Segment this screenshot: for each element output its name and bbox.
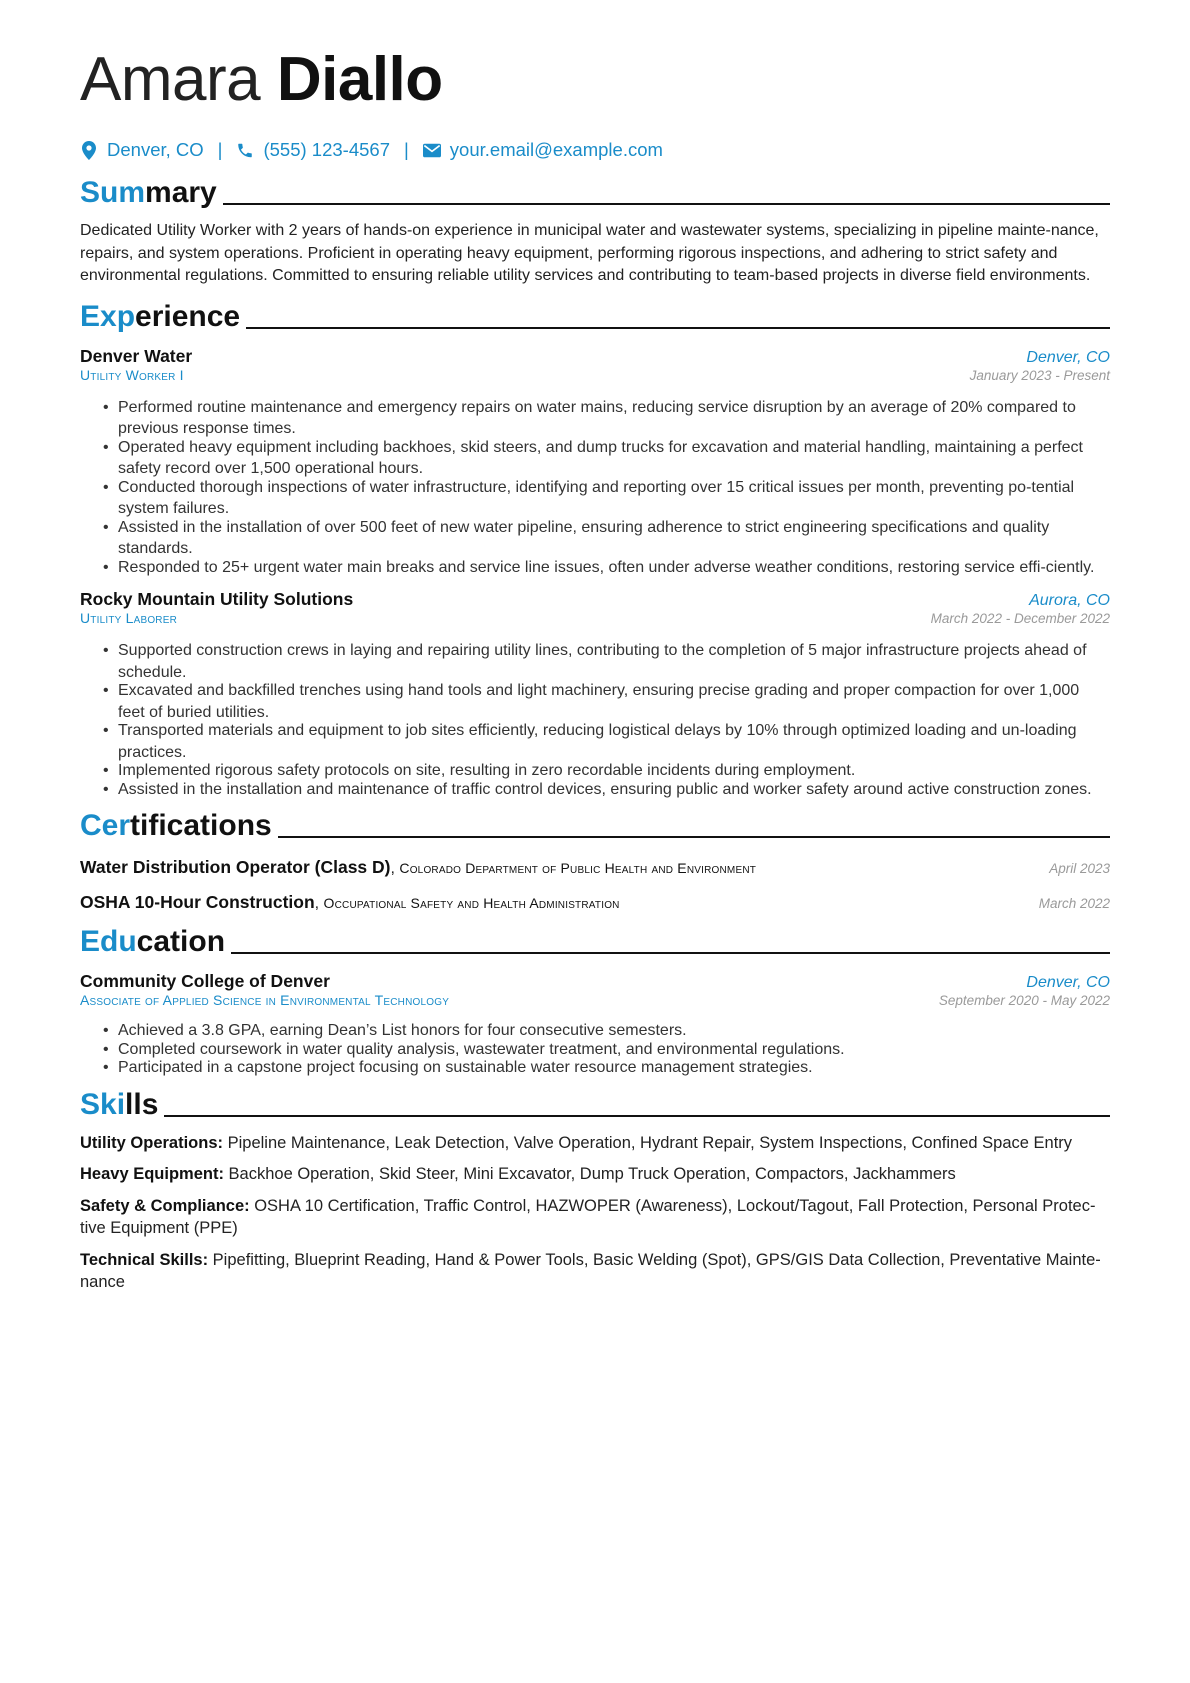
skill-label: Utility Operations: bbox=[80, 1133, 224, 1152]
contact-phone[interactable] bbox=[236, 139, 390, 161]
skill-values: Pipeline Maintenance, Leak Detection, Valve Operation, Hydrant Repair, System Inspections, Confined Space Entry bbox=[227, 1133, 1073, 1152]
skills-title-accent: Ski bbox=[80, 1087, 126, 1121]
certification-name: Water Distribution Operator (Class D) bbox=[80, 857, 391, 877]
section-rule bbox=[223, 203, 1110, 205]
first-name: Amara bbox=[80, 45, 261, 114]
employer-name: Denver Water bbox=[80, 345, 193, 366]
skill-group bbox=[80, 1195, 1110, 1240]
skill-group bbox=[80, 1163, 1110, 1186]
skill-label: Heavy Equipment: bbox=[80, 1165, 224, 1183]
job-title: Utility Laborer bbox=[80, 610, 178, 626]
section-rule bbox=[246, 327, 1110, 329]
email-link[interactable]: your.email@example.com bbox=[449, 139, 663, 160]
education-dates: September 2020 - May 2022 bbox=[938, 993, 1110, 1008]
certifications-title: tifications bbox=[130, 809, 272, 842]
phone-text[interactable]: (555) 123-4567 bbox=[263, 139, 390, 160]
experience-entry bbox=[80, 589, 1110, 800]
job-dates: March 2022 - December 2022 bbox=[930, 611, 1110, 626]
skill-values: OSHA 10 Certification, Traffic Control, HAZWOPER (Awareness), Lockout/Tagout, Fall Protection, Personal Protec-tive Equipment (PPE) bbox=[80, 1196, 1096, 1237]
skill-group bbox=[80, 1249, 1110, 1294]
contact-email[interactable] bbox=[423, 139, 663, 161]
degree-title: Associate of Applied Science in Environmental Technology bbox=[80, 992, 450, 1008]
experience-title: erience bbox=[135, 299, 241, 333]
certifications-title-accent: Cer bbox=[80, 809, 131, 842]
contact-location bbox=[80, 139, 204, 161]
job-bullets bbox=[80, 397, 1110, 579]
contact-line bbox=[80, 138, 1110, 162]
list-item: • Participated in a capstone project focusing on sustainable water resource management strategies. bbox=[118, 1057, 1110, 1079]
summary-text: Dedicated Utility Worker with 2 years of hands-on experience in municipal water and wastewater systems, specializing in pipeline mainte-nance, repairs, and system operations. Proficient in operating heavy equipment, performing rigorous inspections, and adhering to strict safety and environmental regulations. Committed to ensuring reliable utility services and contributing to team-based projects in diverse field environments. bbox=[80, 222, 1099, 284]
school-name: Community College of Denver bbox=[80, 971, 330, 991]
job-title: Utility Worker I bbox=[80, 366, 184, 383]
education-title-accent: Edu bbox=[80, 925, 137, 958]
section-rule bbox=[231, 952, 1110, 954]
list-item: • Implemented rigorous safety protocols on site, resulting in zero recordable incidents during employment. bbox=[118, 760, 1110, 782]
skill-label: Safety & Compliance: bbox=[80, 1196, 250, 1215]
job-location: Denver, CO bbox=[1026, 348, 1110, 366]
map-pin-icon bbox=[80, 140, 98, 160]
job-bullets bbox=[80, 640, 1110, 800]
school-location: Denver, CO bbox=[1026, 974, 1110, 991]
certification-issuer: Colorado Department of Public Health and Environment bbox=[399, 860, 757, 876]
skills-title: lls bbox=[125, 1087, 159, 1121]
certification-date: April 2023 bbox=[1049, 861, 1110, 876]
section-rule bbox=[164, 1115, 1110, 1117]
certification-name: OSHA 10-Hour Construction bbox=[80, 892, 315, 912]
education-title: cation bbox=[136, 925, 226, 958]
contact-separator: | bbox=[217, 139, 223, 160]
skill-values: Pipefitting, Blueprint Reading, Hand & Power Tools, Basic Welding (Spot), GPS/GIS Data Collection, Preventative Mainte-nance bbox=[80, 1250, 1101, 1291]
education-heading bbox=[80, 925, 1110, 959]
list-item: • Completed coursework in water quality analysis, wastewater treatment, and environmental regulations. bbox=[118, 1039, 1110, 1061]
certification-item: Water Distribution Operator (Class D), Colorado Department of Public Health and Environment April 2023 bbox=[80, 857, 1110, 877]
certification-date: March 2022 bbox=[1038, 896, 1110, 911]
skill-values: Backhoe Operation, Skid Steer, Mini Excavator, Dump Truck Operation, Compactors, Jackhammers bbox=[228, 1165, 956, 1183]
list-item: • Responded to 25+ urgent water main breaks and service line issues, often under adverse weather conditions, restoring service effi-ciently. bbox=[118, 557, 1110, 579]
list-item: • Achieved a 3.8 GPA, earning Dean’s List honors for four consecutive semesters. bbox=[118, 1020, 1110, 1042]
summary-heading bbox=[80, 176, 1110, 210]
list-item: • Excavated and backfilled trenches using hand tools and light machinery, ensuring precise grading and proper compaction for over 1,000 feet of buried utilities. bbox=[118, 680, 1110, 723]
list-item: • Assisted in the installation and maintenance of traffic control devices, ensuring public and worker safety around active construction zones. bbox=[118, 779, 1110, 801]
education-entry bbox=[80, 971, 1110, 1079]
list-item: • Conducted thorough inspections of water infrastructure, identifying and reporting over 15 critical issues per month, preventing po-tential system failures. bbox=[118, 477, 1110, 520]
job-dates: January 2023 - Present bbox=[969, 367, 1110, 383]
experience-heading bbox=[80, 300, 1110, 334]
certification-item: OSHA 10-Hour Construction, Occupational Safety and Health Administration March 2022 bbox=[80, 892, 1110, 912]
skill-group bbox=[80, 1132, 1110, 1155]
summary-title: mary bbox=[145, 176, 217, 209]
education-bullets bbox=[80, 1020, 1110, 1079]
phone-icon bbox=[236, 140, 254, 160]
candidate-name bbox=[80, 0, 1110, 116]
certifications-heading bbox=[80, 809, 1110, 843]
skills-heading bbox=[80, 1088, 1110, 1122]
job-location: Aurora, CO bbox=[1029, 592, 1110, 609]
list-item: • Performed routine maintenance and emergency repairs on water mains, reducing service disruption by an average of 20% compared to previous response times. bbox=[118, 397, 1110, 440]
list-item: • Operated heavy equipment including backhoes, skid steers, and dump trucks for excavation and material handling, maintaining a perfect safety record over 1,500 operational hours. bbox=[118, 437, 1110, 480]
employer-name: Rocky Mountain Utility Solutions bbox=[80, 589, 354, 609]
last-name: Diallo bbox=[276, 45, 443, 114]
section-rule bbox=[278, 836, 1110, 838]
summary-title-accent: Sum bbox=[80, 176, 146, 209]
skill-label: Technical Skills: bbox=[80, 1250, 209, 1269]
list-item: • Transported materials and equipment to job sites efficiently, reducing logistical delays by 10% through optimized loading and un-loading practices. bbox=[118, 720, 1110, 763]
experience-title-accent: Exp bbox=[80, 299, 136, 333]
contact-separator: | bbox=[403, 139, 409, 160]
certification-issuer: Occupational Safety and Health Administration bbox=[323, 895, 620, 911]
envelope-icon bbox=[423, 140, 441, 160]
location-text: Denver, CO bbox=[107, 139, 204, 160]
list-item: • Assisted in the installation of over 500 feet of new water pipeline, ensuring adherence to strict engineering specifications and quality standards. bbox=[118, 517, 1110, 560]
list-item: • Supported construction crews in laying and repairing utility lines, contributing to the completion of 5 major infrastructure projects ahead of schedule. bbox=[118, 640, 1110, 683]
experience-entry bbox=[80, 346, 1110, 579]
